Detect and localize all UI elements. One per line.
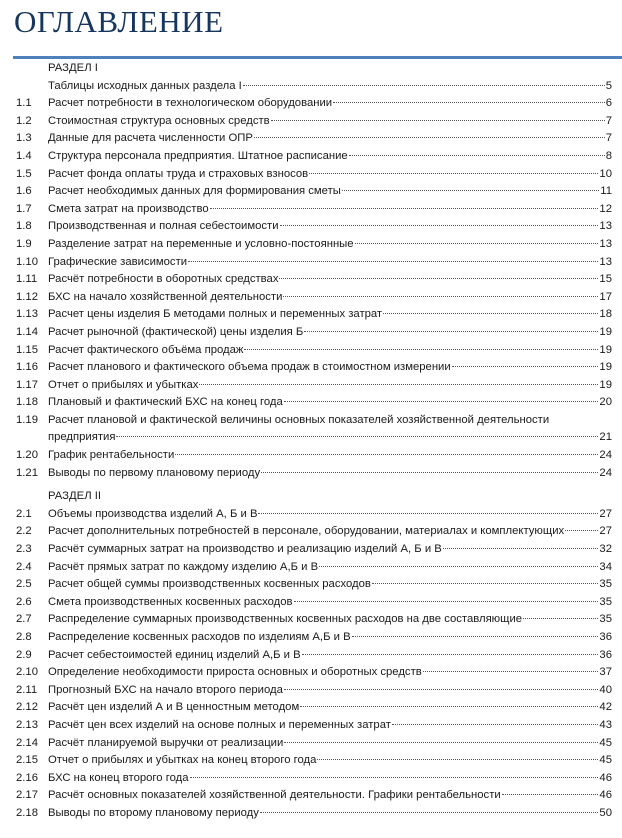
dot-leader (280, 225, 599, 226)
toc-entry-page[interactable]: 27 (599, 525, 612, 538)
toc-entry-body (48, 787, 612, 805)
toc-entry-number: 1.10 (16, 255, 38, 268)
toc-entry[interactable] (16, 236, 612, 254)
dot-leader (309, 173, 598, 174)
toc-entry-number: 1.16 (16, 361, 38, 374)
toc-entry-body (48, 465, 612, 483)
toc-entry[interactable] (16, 465, 612, 483)
dot-leader (372, 583, 599, 584)
dot-leader (294, 601, 599, 602)
toc-entry-body (48, 611, 612, 629)
toc-entry[interactable] (16, 342, 612, 360)
toc-entry-number: 1.4 (16, 149, 32, 162)
toc-entry-title[interactable]: Расчет фактического объёма продаж (48, 343, 244, 356)
dot-leader (244, 349, 598, 350)
toc-entry-title[interactable]: Расчёт планируемой выручки от реализации (48, 736, 284, 749)
toc-entry-body (48, 805, 612, 823)
toc-entry-number: 1.21 (16, 466, 38, 479)
toc-entry-number: 1.3 (16, 132, 32, 145)
toc-entry-title[interactable]: Выводы по первому плановому периоду (48, 466, 261, 479)
toc-entry-page[interactable]: 18 (599, 308, 612, 321)
dot-leader (284, 742, 598, 743)
toc-entry-number: 2.4 (16, 560, 32, 573)
dot-leader (190, 777, 599, 778)
toc-entry-number: 2.1 (16, 507, 32, 520)
toc-entry-body (48, 682, 612, 700)
toc-entry-body (48, 559, 612, 577)
toc-entry-title[interactable]: Расчет необходимых данных для формирования сметы (48, 185, 341, 198)
toc-entry[interactable] (16, 523, 612, 541)
dot-leader (523, 618, 598, 619)
toc-entry[interactable] (16, 289, 612, 307)
dot-leader (300, 706, 598, 707)
toc-entry-number: 2.11 (16, 683, 38, 696)
dot-leader (452, 366, 599, 367)
toc-entry-number: 1.15 (16, 343, 38, 356)
toc-entry-page[interactable]: 43 (599, 718, 612, 731)
toc-entry-body (48, 594, 612, 612)
dot-leader (271, 120, 605, 121)
toc-entry-title[interactable]: Смета производственных косвенных расходов (48, 595, 293, 608)
dot-leader (383, 313, 598, 314)
toc-entry-page[interactable]: 27 (599, 507, 612, 520)
toc-entry[interactable] (16, 506, 612, 524)
dot-leader (443, 548, 599, 549)
toc-entry-page[interactable]: 35 (599, 613, 612, 626)
toc-entry[interactable] (16, 611, 612, 629)
toc-entry-page[interactable]: 24 (599, 449, 612, 462)
toc-entry-title[interactable]: Расчет фонда оплаты труда и страховых взносов (48, 167, 309, 180)
toc-entry[interactable] (16, 735, 612, 753)
toc-entry-body (48, 647, 612, 665)
toc-entry-number: 1.6 (16, 185, 32, 198)
dot-leader (565, 530, 598, 531)
toc-entry-body (48, 699, 612, 717)
dot-leader (304, 331, 598, 332)
toc-entry-body (48, 113, 612, 131)
dot-leader (284, 401, 599, 402)
toc-entry-title[interactable]: Смета затрат на производство (48, 202, 209, 215)
toc-entry-title[interactable]: Расчет общей суммы производственных косвенных расходов (48, 578, 371, 591)
dot-leader (423, 671, 599, 672)
toc-entry-number: 1.5 (16, 167, 32, 180)
toc-entry-body (48, 412, 612, 447)
toc-entry-body (48, 201, 612, 219)
toc-entry[interactable] (16, 787, 612, 805)
toc-entry-number: 1.12 (16, 290, 38, 303)
toc-entry-title[interactable]: Отчет о прибылях и убытках (48, 378, 199, 391)
toc-entry-title[interactable]: Структура персонала предприятия. Штатное расписание (48, 149, 348, 162)
toc-entry-page[interactable]: 7 (605, 114, 612, 127)
toc-entry[interactable] (16, 682, 612, 700)
dot-leader (210, 208, 599, 209)
toc-entry[interactable] (16, 394, 612, 412)
toc-entry-page[interactable]: 13 (599, 255, 612, 268)
section-heading: РАЗДЕЛ I (48, 62, 98, 74)
toc-entry-body (48, 342, 612, 360)
toc-entry-page[interactable]: 7 (605, 132, 612, 145)
toc-entry-title[interactable]: Разделение затрат на переменные и условно-постоянные (48, 237, 354, 250)
toc-entry-page[interactable]: 50 (599, 806, 612, 819)
toc-entry-page[interactable]: 45 (599, 754, 612, 767)
toc-entry-body (48, 664, 612, 682)
toc-entry-page[interactable]: 40 (599, 683, 612, 696)
toc-entry-title[interactable]: Расчёт цен изделий А и В ценностным методом (48, 701, 300, 714)
toc-entry-number: 1.18 (16, 396, 38, 409)
toc-entry-number: 1.1 (16, 97, 32, 110)
toc-entry-page[interactable]: 20 (599, 396, 612, 409)
toc-entry-number: 1.20 (16, 449, 38, 462)
toc-entry-title[interactable]: Расчет дополнительных потребностей в персонале, оборудовании, материалах и комплектующих (48, 525, 565, 538)
toc-entry[interactable] (16, 166, 612, 184)
toc-entry[interactable] (16, 254, 612, 272)
toc-entry-page[interactable]: 35 (599, 595, 612, 608)
toc-entry[interactable] (16, 201, 612, 219)
toc-entry-number: 1.11 (16, 273, 38, 286)
toc-entry-page[interactable]: 11 (600, 185, 612, 198)
toc-entry-number: 2.15 (16, 754, 38, 767)
dot-leader (175, 454, 598, 455)
toc-entry-body (48, 236, 612, 254)
dot-leader (188, 261, 598, 262)
toc-entry[interactable] (16, 130, 612, 148)
toc-entry-body (48, 218, 612, 236)
toc-entry-number: 2.6 (16, 595, 32, 608)
toc-entry-body (48, 752, 612, 770)
dot-leader (258, 513, 598, 514)
toc-entry-title[interactable]: Стоимостная структура основных средств (48, 114, 270, 127)
toc-entry-title[interactable]: Расчет потребности в технологическом оборудовании (48, 97, 333, 110)
toc-entry-page[interactable]: 42 (599, 701, 612, 714)
toc-entry-number: 1.19 (16, 413, 38, 426)
toc-entry-body (48, 377, 612, 395)
toc-entry-body (48, 735, 612, 753)
toc-entry-page[interactable]: 13 (599, 237, 612, 250)
toc-entry-title[interactable]: Расчёт основных показателей хозяйственной деятельности. Графики рентабельности (48, 789, 501, 802)
toc-entry-title[interactable]: Выводы по второму плановому периоду (48, 806, 259, 819)
toc-entry-title[interactable]: БХС на конец второго года (48, 771, 189, 784)
toc-entry-page[interactable]: 10 (599, 167, 612, 180)
toc-entry-title[interactable]: Распределение суммарных производственных косвенных расходов на две составляющие (48, 613, 523, 626)
toc-entry-body (48, 254, 612, 272)
toc-entry[interactable] (16, 541, 612, 559)
toc-entry[interactable] (16, 576, 612, 594)
toc-entry-number: 1.2 (16, 114, 32, 127)
toc-entry-page[interactable]: 8 (605, 149, 612, 162)
toc-entry-body (48, 770, 612, 788)
toc-entry[interactable] (16, 377, 612, 395)
toc-entry-title[interactable]: Графические зависимости (48, 255, 188, 268)
toc-entry-page[interactable]: 19 (599, 325, 612, 338)
toc-entry-title[interactable]: БХС на начало хозяйственной деятельности (48, 290, 283, 303)
toc-entry-page[interactable]: 46 (599, 771, 612, 784)
dot-leader (279, 278, 598, 279)
toc-entry-page[interactable]: 13 (599, 220, 612, 233)
toc-entry[interactable] (16, 559, 612, 577)
toc-entry-body (48, 166, 612, 184)
toc-entry-page[interactable]: 6 (605, 97, 612, 110)
toc-entry-body (48, 183, 612, 201)
toc-entry-page[interactable]: 24 (599, 466, 612, 479)
toc-entry-body (48, 506, 612, 524)
toc-entry-body (48, 148, 612, 166)
toc-entry-title[interactable]: График рентабельности (48, 449, 175, 462)
toc-entry[interactable] (16, 664, 612, 682)
dot-leader (392, 724, 599, 725)
toc-entry[interactable] (16, 95, 612, 113)
toc-entry-title[interactable]: Плановый и фактический БХС на конец года (48, 396, 283, 409)
toc-entry-page[interactable]: 35 (599, 578, 612, 591)
toc-entry-number: 2.9 (16, 648, 32, 661)
toc-entry[interactable] (16, 752, 612, 770)
toc-entry-body (48, 394, 612, 412)
dot-leader (352, 636, 599, 637)
toc-entry[interactable] (16, 594, 612, 612)
section-heading: РАЗДЕЛ II (48, 490, 102, 503)
toc-entry-number: 2.5 (16, 578, 32, 591)
dot-leader (116, 436, 598, 437)
toc-entry-page[interactable]: 34 (599, 560, 612, 573)
dot-leader (355, 243, 599, 244)
toc-entry-body (48, 324, 612, 342)
toc-entry-page[interactable]: 15 (599, 273, 612, 286)
toc-entry-number: 2.13 (16, 718, 38, 731)
toc-entry[interactable] (16, 447, 612, 465)
dot-leader (284, 689, 599, 690)
dot-leader (302, 654, 599, 655)
toc-entry-body (48, 576, 612, 594)
toc-entry[interactable] (16, 412, 612, 447)
toc-entry-body (48, 447, 612, 465)
toc-entry-title[interactable]: Расчет рыночной (фактической) цены изделия Б (48, 325, 304, 338)
toc-entry-title[interactable]: Определение необходимости прироста основных и оборотных средств (48, 666, 422, 679)
toc-entry-body (48, 78, 612, 96)
toc-entry-title[interactable]: Объемы производства изделий А, Б и В (48, 507, 258, 520)
page-title: ОГЛАВЛЕНИЕ (14, 4, 224, 39)
toc-entry-title[interactable]: предприятия (48, 431, 116, 444)
toc-entry-title[interactable]: Расчёт потребности в оборотных средствах (48, 273, 279, 286)
toc-entry[interactable] (16, 218, 612, 236)
toc-entry-title[interactable]: Таблицы исходных данных раздела I (48, 79, 242, 92)
dot-leader (261, 472, 598, 473)
table-of-contents (16, 60, 612, 823)
toc-entry-number: 1.13 (16, 308, 38, 321)
toc-entry[interactable] (16, 78, 612, 96)
toc-entry[interactable] (16, 699, 612, 717)
toc-entry-body (48, 523, 612, 541)
toc-entry-title[interactable]: Распределение косвенных расходов по изделиям А,Б и В (48, 631, 351, 643)
toc-entry-body (48, 306, 612, 324)
toc-entry-number: 2.8 (16, 631, 32, 643)
toc-entry-title[interactable]: Расчет плановой и фактической величины основных показателей хозяйственной деятельности (48, 413, 550, 426)
toc-entry-number: 2.10 (16, 666, 38, 679)
toc-entry-body (48, 130, 612, 148)
toc-entry-page[interactable]: 46 (599, 789, 612, 802)
toc-entry-number: 2.16 (16, 771, 38, 784)
dot-leader (199, 384, 598, 385)
toc-entry-number: 1.14 (16, 325, 38, 338)
dot-leader (254, 137, 605, 138)
toc-entry-number: 2.7 (16, 613, 32, 626)
toc-entry-title[interactable]: Расчет себестоимостей единиц изделий А,Б и В (48, 648, 301, 661)
toc-entry-number: 1.8 (16, 220, 32, 233)
toc-entry-page[interactable]: 17 (599, 290, 612, 303)
toc-entry[interactable] (16, 148, 612, 166)
toc-entry-title[interactable]: Данные для расчета численности ОПР (48, 132, 253, 145)
toc-entry-title[interactable]: Расчет цены изделия Б методами полных и переменных затрат (48, 308, 383, 321)
dot-leader (349, 155, 605, 156)
toc-entry-number: 1.7 (16, 202, 32, 215)
toc-entry[interactable] (16, 113, 612, 131)
toc-entry-title[interactable]: Расчёт прямых затрат по каждому изделию А,Б и В (48, 560, 319, 573)
dot-leader (333, 102, 605, 103)
dot-leader (260, 812, 599, 813)
toc-entry[interactable] (16, 717, 612, 735)
toc-entry-page[interactable]: 21 (599, 431, 612, 444)
toc-entry-number: 1.17 (16, 378, 38, 391)
toc-entry-title[interactable]: Расчёт цен всех изделий на основе полных и переменных затрат (48, 718, 391, 731)
toc-entry[interactable] (16, 359, 612, 377)
toc-entry-number: 2.14 (16, 736, 38, 749)
toc-entry-body (48, 629, 612, 647)
toc-entry[interactable] (16, 770, 612, 788)
toc-entry[interactable] (16, 324, 612, 342)
toc-entry-page[interactable]: 19 (599, 343, 612, 356)
toc-entry-page[interactable]: 36 (599, 648, 612, 661)
toc-entry-title[interactable]: Производственная и полная себестоимости (48, 220, 279, 233)
toc-entry-title[interactable]: Отчет о прибылях и убытках на конец второго года (48, 754, 317, 767)
toc-entry-number: 2.17 (16, 789, 38, 802)
toc-entry-body (48, 717, 612, 735)
toc-entry-title-continued (48, 429, 612, 447)
toc-entry-title[interactable]: Расчет планового и фактического объема продаж в стоимостном измерении (48, 361, 451, 374)
toc-entry-number: 2.12 (16, 701, 38, 714)
toc-entry-page[interactable]: 19 (599, 361, 612, 374)
toc-entry[interactable] (16, 271, 612, 289)
toc-entry-page[interactable]: 45 (599, 736, 612, 749)
toc-entry[interactable] (16, 629, 612, 647)
toc-entry[interactable] (16, 306, 612, 324)
toc-entry-title[interactable]: Расчёт суммарных затрат на производство и реализацию изделий А, Б и В (48, 543, 442, 556)
toc-entry-number: 2.2 (16, 525, 32, 538)
toc-entry-page[interactable]: 19 (599, 378, 612, 391)
toc-entry-page[interactable]: 36 (599, 631, 612, 643)
toc-entry-body (48, 359, 612, 377)
dot-leader (283, 296, 598, 297)
dot-leader (243, 85, 605, 86)
toc-entry-page[interactable]: 32 (599, 543, 612, 556)
toc-entry-body (48, 95, 612, 113)
dot-leader (502, 794, 599, 795)
dot-leader (317, 759, 598, 760)
toc-entry[interactable] (16, 183, 612, 201)
toc-entry-body (48, 289, 612, 307)
dot-leader (342, 190, 599, 191)
toc-entry-page[interactable]: 5 (605, 79, 612, 92)
toc-entry-number: 2.3 (16, 543, 32, 556)
toc-entry[interactable] (16, 805, 612, 823)
toc-entry-body (48, 541, 612, 559)
toc-entry[interactable] (16, 647, 612, 665)
title-divider (13, 56, 622, 59)
toc-entry-page[interactable]: 37 (599, 666, 612, 679)
toc-entry-page[interactable]: 12 (599, 202, 612, 215)
toc-entry-title[interactable]: Прогнозный БХС на начало второго периода (48, 683, 283, 696)
toc-entry-body (48, 271, 612, 289)
toc-entry-number: 2.18 (16, 806, 38, 819)
dot-leader (319, 566, 598, 567)
toc-entry-number: 1.9 (16, 237, 32, 250)
